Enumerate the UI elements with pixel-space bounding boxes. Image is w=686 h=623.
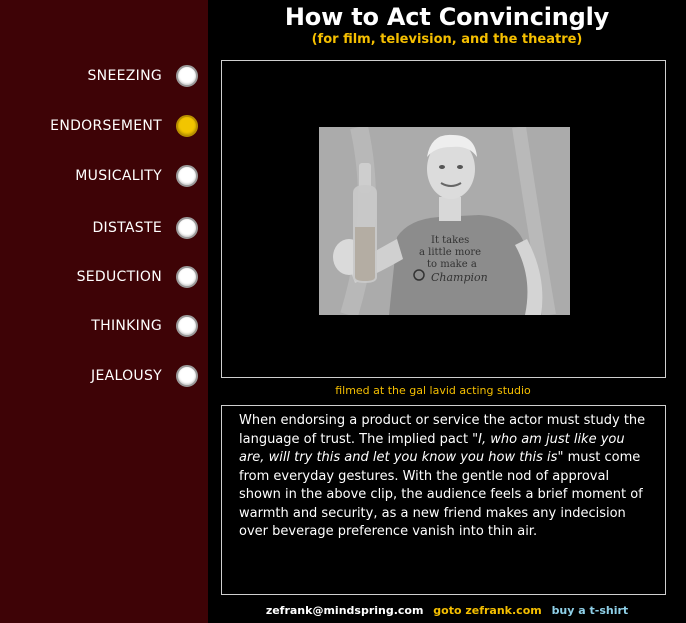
nav-label: SNEEZING — [87, 68, 162, 84]
radio-button-selected-icon[interactable] — [176, 115, 198, 137]
nav-item-musicality[interactable] — [0, 162, 200, 190]
radio-button-icon[interactable] — [176, 165, 198, 187]
svg-text:a little more: a little more — [419, 247, 482, 258]
nav-label: ENDORSEMENT — [50, 118, 162, 134]
nav-item-distaste[interactable] — [0, 214, 200, 242]
actor-illustration-icon — [319, 127, 570, 315]
svg-text:Champion: Champion — [431, 271, 488, 284]
radio-button-icon[interactable] — [176, 266, 198, 288]
goto-zefrank-link[interactable]: goto zefrank.com — [433, 604, 542, 617]
radio-button-icon[interactable] — [176, 315, 198, 337]
nav-item-jealousy[interactable] — [0, 362, 200, 390]
nav-label: DISTASTE — [92, 220, 162, 236]
radio-button-icon[interactable] — [176, 365, 198, 387]
nav-label: JEALOUSY — [91, 368, 162, 384]
page-title: How to Act Convincingly — [284, 3, 610, 31]
page-subtitle: (for film, television, and the theatre) — [311, 32, 583, 47]
quote-text: I, who am just like you are, will try this and let you know you how this is — [239, 431, 625, 465]
description-box — [221, 405, 666, 595]
nav-item-seduction[interactable] — [0, 263, 200, 291]
video-still-image — [319, 127, 570, 315]
nav-item-sneezing[interactable] — [0, 62, 200, 90]
radio-button-icon[interactable] — [176, 65, 198, 87]
sidebar — [0, 0, 208, 623]
video-caption: filmed at the gal lavid acting studio — [335, 384, 531, 397]
footer — [208, 604, 686, 617]
nav-label: SEDUCTION — [76, 269, 162, 285]
buy-tshirt-link[interactable]: buy a t-shirt — [551, 604, 629, 617]
nav-label: MUSICALITY — [75, 168, 162, 184]
nav-item-thinking[interactable] — [0, 312, 200, 340]
video-player[interactable] — [221, 60, 666, 378]
nav-label: THINKING — [91, 318, 162, 334]
description-text: When endorsing a product or service the actor must study the language of trust. The implied pact "I, who am just like you are, will try this and let you know you how this is" must come from everyday gestures. With the gentle nod of approval shown in the above clip, the audience feels a brief moment of warmth and security, as a new friend makes any indecision over beverage preference vanish into thin air. — [239, 413, 646, 539]
radio-button-icon[interactable] — [176, 217, 198, 239]
svg-text:to make a: to make a — [427, 259, 477, 270]
nav-item-endorsement[interactable] — [0, 112, 200, 140]
svg-text:It takes: It takes — [431, 235, 470, 246]
email-link[interactable]: zefrank@mindspring.com — [265, 604, 424, 617]
